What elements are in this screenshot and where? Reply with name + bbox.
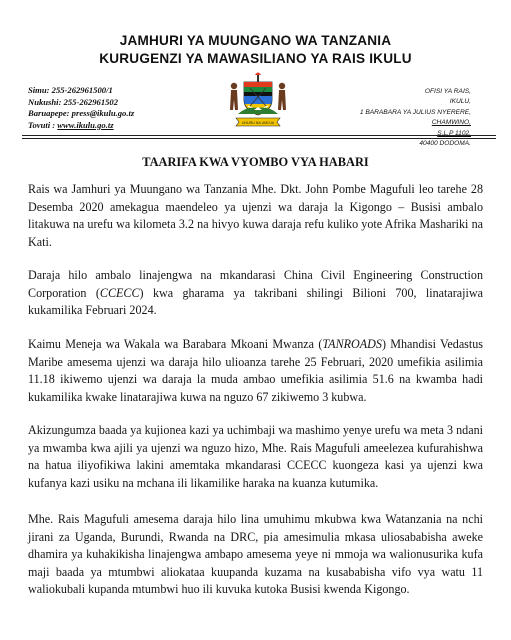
paragraph-5: Mhe. Rais Magufuli amesema daraja hilo lina umuhimu mkubwa kwa Watanzania na nchi jirani za Uganda, Burundi, Rwanda na DRC, pia amesimulia mkasa uliosababisha aweke dhamira ya kuhakikisha linajengwa ambapo amesema yeye ni mmoja wa walionusurika kufa maji baada ya mtumbwi aliokataa kuupanda kuzama na kusababisha vifo vya watu 11 waliokubali kupanda mtumbwi huo ili kuvuka kutoka Busisi kwenda Kigongo. <box>28 512 483 596</box>
tanzania-coat-of-arms-icon <box>226 72 290 130</box>
address-line-5: S.L.P 1102, <box>437 129 471 137</box>
paragraph-2-part-a: Daraja hilo ambalo linajengwa na mkandarasi China Civil Engineering Construction Corporation ( <box>28 268 483 300</box>
office-address <box>331 87 471 149</box>
paragraph-4: Akizungumza baada ya kujionea kazi ya uchimbaji wa mashimo yenye urefu wa meta 3 ndani ya mwamba kwa ajili ya ujenzi wa nguzo hizo, Mhe. Rais Magufuli ameelezea kufurahishwa na hatua iliyofikiwa lakini amemtaka mkandarasi CCECC kuongeza kasi ya ujenzi kwa kufanya kazi usiku na mchana ili likamilike haraka na kuanza kutumika. <box>28 423 483 490</box>
header-country-name: JAMHURI YA MUUNGANO WA TANZANIA <box>119 33 392 48</box>
paragraph-2-acronym: CCECC <box>99 285 140 300</box>
website-link[interactable]: www.ikulu.go.tz <box>57 119 114 130</box>
document-title: TAARIFA KWA VYOMBO VYA HABARI <box>142 155 369 169</box>
paragraph-3-acronym: TANROADS <box>322 337 382 351</box>
fax-line: Nukushi: 255-262961502 <box>28 96 119 107</box>
header-directorate-name: KURUGENZI YA MAWASILIANO YA RAIS IKULU <box>99 51 412 66</box>
contact-block <box>28 85 228 131</box>
phone-line: Simu: 255-262961500/1 <box>28 85 113 95</box>
header-divider-thin <box>22 138 496 139</box>
address-line-6: 40400 DODOMA. <box>419 140 471 148</box>
email-line: Baruapepe: press@ikulu.go.tz <box>28 108 135 119</box>
address-line-3: 1 BARABARA YA JULIUS NYERERE, <box>359 108 471 116</box>
website-line <box>28 120 228 132</box>
address-line-4: CHAMWINO, <box>431 119 471 127</box>
address-line-2: IKULU, <box>449 98 471 106</box>
paragraph-2-part-c: ) kwa gharama ya takribani shilingi Bilioni 700, linatarajiwa kukamilika Februari 2024. <box>28 285 483 317</box>
paragraph-1: Rais wa Jamhuri ya Muungano wa Tanzania Mhe. Dkt. John Pombe Magufuli leo tarehe 28 Desemba 2020 amekagua maendeleo ya ujenzi wa daraja la Kigongo – Busisi ambalo litakuwa na urefu wa kilometa 3.2 na hivyo kuwa daraja refu kuliko yote Afrika Mashariki na Kati. <box>28 182 483 249</box>
header-divider <box>22 135 496 136</box>
paragraph-3-part-c: ) Mhandisi Vedastus Maribe amesema ujenzi wa daraja hilo ulioanza tarehe 25 Februari, 2020 umefikia asilimia 11.18 ikiwemo ujenzi wa daraja la muda ambao umefikia asilimia 51.6 na kwamba hadi kukamilika kwake linatarajiwa kuwa na nguzo 67 zikiwemo 3 kubwa. <box>28 337 484 404</box>
paragraph-3 <box>28 336 483 406</box>
svg-text:UHURU NA UMOJA: UHURU NA UMOJA <box>241 121 275 125</box>
website-label: Tovuti : <box>28 119 58 130</box>
paragraph-2 <box>28 267 483 320</box>
address-line-1: OFISI YA RAIS, <box>424 88 471 95</box>
paragraph-3-part-a: Kaimu Meneja wa Wakala wa Barabara Mkoani Mwanza ( <box>28 337 323 351</box>
